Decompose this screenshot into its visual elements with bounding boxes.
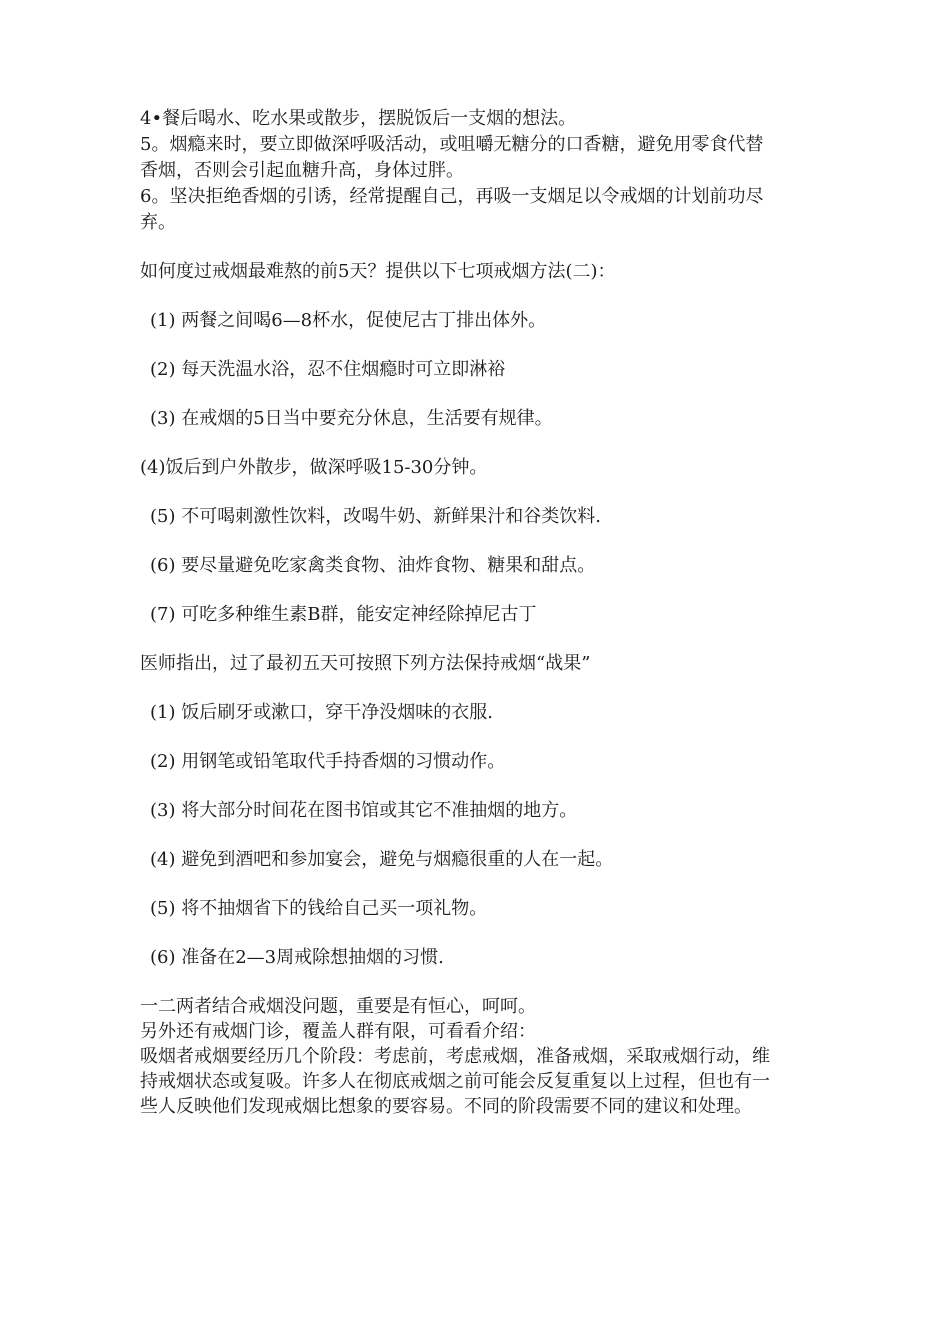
section2-item-5: (5) 将不抽烟省下的钱给自己买一项礼物。 [150,898,488,919]
tip-6: 6。坚决拒绝香烟的引诱，经常提醒自己，再吸一支烟足以令戒烟的计划前功尽 [140,186,764,207]
tip-6-continued: 弃。 [140,212,176,233]
section1-heading: 如何度过戒烟最难熬的前5天？提供以下七项戒烟方法(二)： [140,261,616,282]
section1-item-2: (2) 每天洗温水浴，忍不住烟瘾时可立即淋裕 [150,359,506,380]
closing-line-2: 另外还有戒烟门诊，覆盖人群有限，可看看介绍： [140,1021,536,1042]
section1-item-6: (6) 要尽量避免吃家禽类食物、油炸食物、糖果和甜点。 [150,555,596,576]
closing-line-3: 吸烟者戒烟要经历几个阶段：考虑前，考虑戒烟，准备戒烟，采取戒烟行动，维 [140,1046,770,1067]
closing-line-4: 持戒烟状态或复吸。许多人在彻底戒烟之前可能会反复重复以上过程，但也有一 [140,1071,770,1092]
tip-5: 5。烟瘾来时，要立即做深呼吸活动，或咀嚼无糖分的口香糖，避免用零食代替 [140,134,764,155]
section1-item-3: (3) 在戒烟的5日当中要充分休息，生活要有规律。 [150,408,553,429]
section2-item-4: (4) 避免到酒吧和参加宴会，避免与烟瘾很重的人在一起。 [150,849,614,870]
section2-item-2: (2) 用钢笔或铅笔取代手持香烟的习惯动作。 [150,751,506,772]
tip-5-continued: 香烟，否则会引起血糖升高，身体过胖。 [140,160,464,181]
section1-item-4: (4)饭后到户外散步，做深呼吸15-30分钟。 [140,457,488,478]
section1-item-1: (1) 两餐之间喝6—8杯水，促使尼古丁排出体外。 [150,310,547,331]
section1-item-5: (5) 不可喝刺激性饮料，改喝牛奶、新鲜果汁和谷类饮料. [150,506,601,527]
section2-item-1: (1) 饭后刷牙或漱口，穿干净没烟味的衣服. [150,702,493,723]
section1-item-7: (7) 可吃多种维生素B群，能安定神经除掉尼古丁 [150,604,537,625]
closing-line-1: 一二两者结合戒烟没问题，重要是有恒心，呵呵。 [140,996,536,1017]
closing-line-5: 些人反映他们发现戒烟比想象的要容易。不同的阶段需要不同的建议和处理。 [140,1096,752,1117]
tip-4: 4•餐后喝水、吃水果或散步，摆脱饭后一支烟的想法。 [140,108,577,129]
section2-item-3: (3) 将大部分时间花在图书馆或其它不准抽烟的地方。 [150,800,578,821]
section2-heading: 医师指出，过了最初五天可按照下列方法保持戒烟“战果” [140,653,591,674]
section2-item-6: (6) 准备在2—3周戒除想抽烟的习惯. [150,947,444,968]
